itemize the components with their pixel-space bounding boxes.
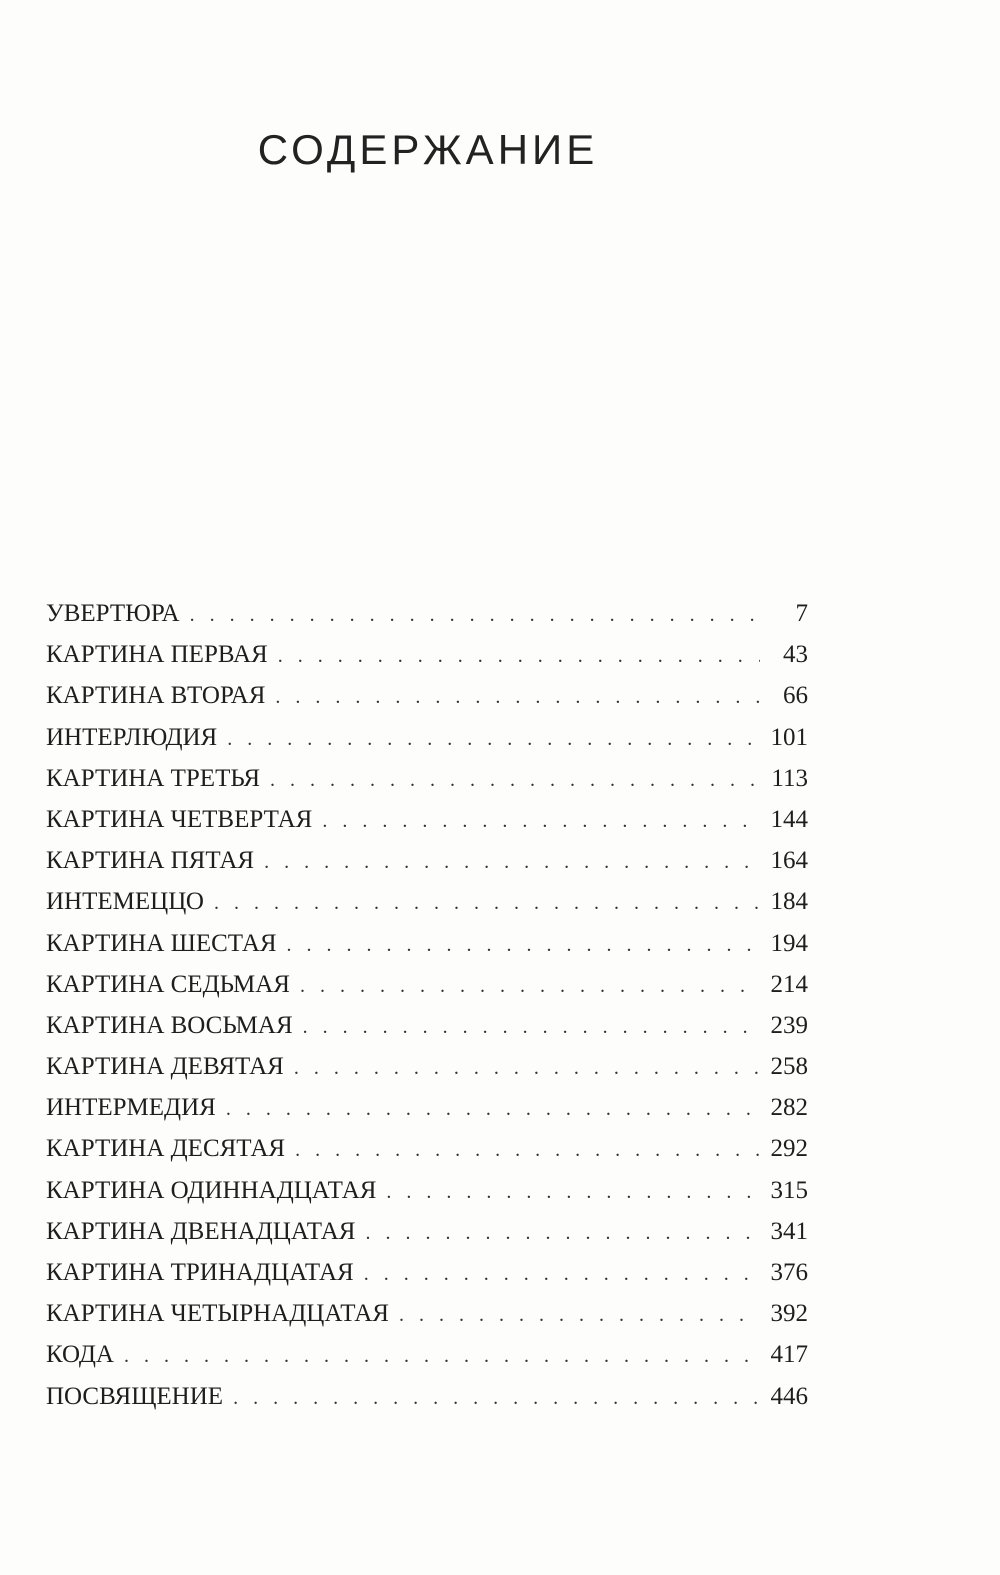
toc-entry-label: ИНТЕРЛЮДИЯ: [46, 723, 218, 751]
toc-entry-page: 446: [770, 1382, 808, 1410]
toc-leader-dots: [270, 760, 760, 801]
toc-entry-label: КАРТИНА ДВЕНАДЦАТАЯ: [46, 1217, 356, 1245]
toc-entry-label: КАРТИНА ВОСЬМАЯ: [46, 1011, 293, 1039]
toc-entry-label: КАРТИНА ТРЕТЬЯ: [46, 764, 261, 792]
toc-entry-page: 194: [770, 929, 808, 957]
toc-entry-label: ИНТЕРМЕДИЯ: [46, 1094, 216, 1122]
toc-leader-dots: [295, 1130, 760, 1171]
toc-entry: [46, 1293, 808, 1334]
toc-entry-label: КАРТИНА ЧЕТВЕРТАЯ: [46, 805, 313, 833]
toc-entry-page: 341: [770, 1217, 808, 1245]
toc-entry-label: КАРТИНА ВТОРАЯ: [46, 682, 266, 710]
toc-entry: [46, 717, 808, 758]
toc-entry-page: 282: [770, 1094, 808, 1122]
toc-entry-label: КАРТИНА ДЕВЯТАЯ: [46, 1053, 284, 1081]
toc-leader-dots: [300, 966, 760, 1007]
toc-entry-label: КОДА: [46, 1341, 114, 1369]
toc-leader-dots: [278, 636, 760, 677]
toc-entry-page: 376: [770, 1259, 808, 1286]
toc-entry-page: 164: [770, 847, 808, 875]
toc-entry-page: 292: [770, 1135, 808, 1163]
toc-leader-dots: [322, 801, 760, 842]
toc-entry-label: КАРТИНА ДЕСЯТАЯ: [46, 1135, 286, 1163]
toc-leader-dots: [399, 1295, 760, 1336]
toc-leader-dots: [365, 1213, 760, 1254]
toc-entry: [46, 1128, 808, 1169]
toc-entry-label: КАРТИНА ЧЕТЫРНАДЦАТАЯ: [46, 1300, 389, 1328]
toc-entry: [46, 1170, 808, 1211]
table-of-contents: [46, 593, 808, 1417]
toc-entry-label: ПОСВЯЩЕНИЕ: [46, 1382, 224, 1410]
toc-entry-page: 392: [770, 1300, 808, 1328]
toc-entry: [46, 840, 808, 881]
toc-entry: [46, 1252, 808, 1293]
toc-entry-label: УВЕРТЮРА: [46, 600, 180, 627]
toc-entry: [46, 758, 808, 799]
toc-entry-page: 184: [770, 888, 808, 916]
toc-entry-label: КАРТИНА ПЯТАЯ: [46, 847, 255, 875]
toc-entry-page: 66: [783, 682, 808, 710]
toc-entry-label: КАРТИНА ШЕСТАЯ: [46, 929, 277, 957]
toc-leader-dots: [287, 925, 760, 966]
toc-leader-dots: [226, 1089, 760, 1130]
toc-entry-label: КАРТИНА ОДИННАДЦАТАЯ: [46, 1176, 377, 1204]
toc-entry: [46, 675, 808, 716]
toc-entry-page: 7: [795, 600, 808, 627]
toc-leader-dots: [386, 1172, 760, 1213]
toc-entry-page: 315: [770, 1176, 808, 1204]
toc-entry: [46, 799, 808, 840]
toc-leader-dots: [264, 842, 760, 883]
page-title: СОДЕРЖАНИЕ: [257, 126, 599, 173]
toc-entry-label: КАРТИНА ТРИНАДЦАТАЯ: [46, 1259, 354, 1286]
toc-entry: [46, 1005, 808, 1046]
toc-leader-dots: [275, 677, 760, 718]
toc-entry-page: 417: [770, 1341, 808, 1369]
toc-leader-dots: [124, 1336, 760, 1377]
toc-entry: [46, 634, 808, 675]
toc-entry: [46, 1334, 808, 1375]
toc-leader-dots: [214, 883, 760, 924]
toc-entry: [46, 964, 808, 1005]
toc-leader-dots: [364, 1254, 760, 1295]
toc-entry-label: КАРТИНА ПЕРВАЯ: [46, 641, 268, 669]
toc-entry: [46, 593, 808, 634]
toc-entry: [46, 1376, 808, 1417]
toc-entry-label: КАРТИНА СЕДЬМАЯ: [46, 970, 290, 998]
toc-entry-page: 214: [770, 970, 808, 998]
toc-entry: [46, 1046, 808, 1087]
toc-entry-page: 144: [770, 805, 808, 833]
toc-entry: [46, 1211, 808, 1252]
toc-entry-page: 239: [770, 1011, 808, 1039]
toc-entry-page: 258: [770, 1053, 808, 1081]
toc-entry-page: 101: [770, 723, 808, 751]
toc-entry: [46, 923, 808, 964]
toc-leader-dots: [227, 719, 760, 760]
toc-leader-dots: [303, 1007, 760, 1048]
toc-leader-dots: [233, 1378, 760, 1419]
toc-entry-page: 43: [783, 641, 808, 669]
toc-entry-label: ИНТЕМЕЦЦО: [46, 888, 204, 916]
toc-entry: [46, 881, 808, 922]
toc-entry-page: 113: [771, 764, 808, 792]
toc-leader-dots: [294, 1048, 760, 1089]
toc-entry: [46, 1087, 808, 1128]
toc-leader-dots: [190, 595, 760, 636]
